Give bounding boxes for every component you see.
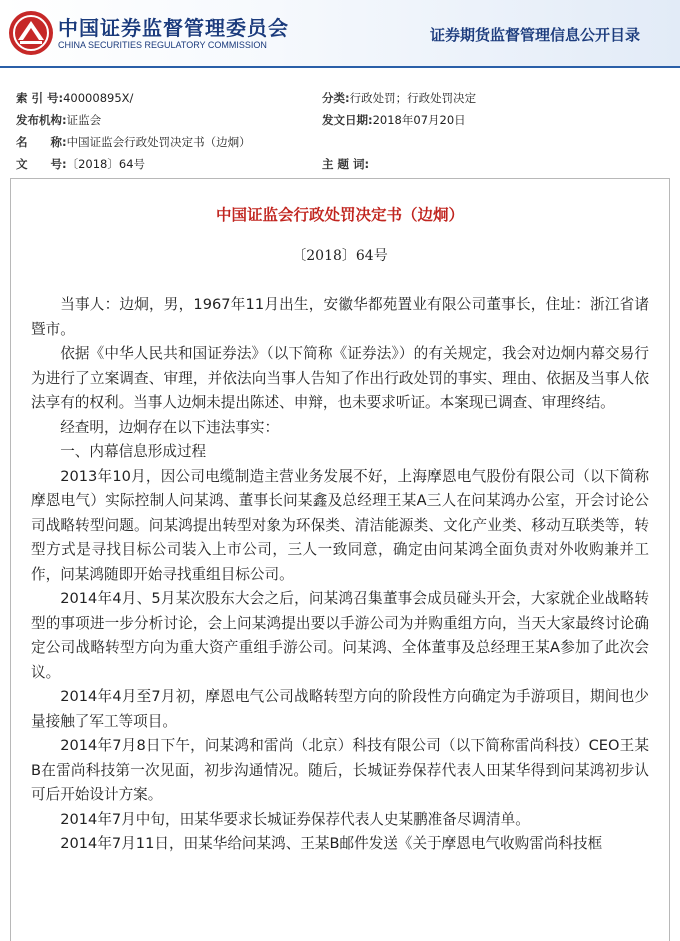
- docno-label: 文 号:: [16, 157, 67, 171]
- subject-label: 主 题 词:: [322, 157, 370, 171]
- metadata-table: [0, 68, 680, 176]
- document-body: [31, 293, 649, 857]
- paragraph: 经查明，边炯存在以下违法事实：: [60, 418, 280, 436]
- category-value: 行政处罚；行政处罚决定: [349, 91, 477, 105]
- date-value: 2018年07月20日: [372, 113, 466, 127]
- issuer-value: 证监会: [66, 113, 102, 127]
- org-name-cn: 中国证券监督管理委员会: [58, 16, 289, 40]
- catalog-title[interactable]: 证券期货监督管理信息公开目录: [429, 26, 640, 44]
- name-label: 名 称:: [16, 135, 67, 149]
- paragraph: 当事人：边炯，男，1967年11月出生，安徽华都苑置业有限公司董事长，住址：浙江省诸暨市。: [31, 296, 649, 338]
- paragraph: 2014年7月11日，田某华给问某鸿、王某B邮件发送《关于摩恩电气收购雷尚科技框: [60, 835, 603, 852]
- date-label: 发文日期:: [322, 113, 373, 127]
- paragraph: 2014年7月中旬，田某华要求长城证券保荐代表人史某鹏准备尽调清单。: [60, 810, 530, 828]
- paragraph: 依据《中华人民共和国证券法》（以下简称《证券法》）的有关规定，我会对边炯内幕交易行为进行了立案调查、审理，并依法向当事人告知了作出行政处罚的事实、理由、依据及当事人依法享有的权利。当事人边炯未提出陈述、申辩，也未要求听证。本案现已调查、审理终结。: [31, 345, 649, 411]
- paragraph: 2014年4月至7月初，摩恩电气公司战略转型方向的阶段性方向确定为手游项目，期间也少量接触了军工等项目。: [31, 688, 649, 730]
- document-panel: [10, 178, 670, 941]
- index-number: [16, 90, 133, 106]
- issuer: [16, 112, 101, 128]
- paragraph: 2014年7月8日下午，问某鸿和雷尚（北京）科技有限公司（以下简称雷尚科技）CEO王某B在雷尚科技第一次见面，初步沟通情况。随后，长城证券保荐代表人田某华得到问某鸿初步认可后开始设计方案。: [31, 737, 649, 803]
- doc-number-meta: [16, 156, 145, 172]
- index-value: 40000895X/: [63, 91, 134, 105]
- org-name-en: CHINA SECURITIES REGULATORY COMMISSION: [58, 40, 267, 50]
- name-value: 中国证监会行政处罚决定书（边炯）: [66, 135, 251, 149]
- csrc-logo-icon: [8, 10, 54, 56]
- docno-value: 〔2018〕64号: [66, 157, 146, 171]
- document-number: 〔2018〕64号: [292, 248, 388, 264]
- index-label: 索 引 号:: [16, 91, 64, 105]
- issuer-label: 发布机构:: [16, 113, 67, 127]
- category: [322, 90, 476, 106]
- issue-date: [322, 112, 466, 128]
- paragraph: 2013年10月，因公司电缆制造主营业务发展不好，上海摩恩电气股份有限公司（以下简称摩恩电气）实际控制人问某鸿、董事长问某鑫及总经理王某A三人在问某鸿办公室，开会讨论公司战略转型问题。问某鸿提出转型对象为环保类、清洁能源类、文化产业类、移动互联类等，转型方式是寻找目标公司装入上市公司，三人一致同意，确定由问某鸿全面负责对外收购兼并工作，问某鸿随即开始寻找重组目标公司。: [31, 467, 649, 583]
- document-title: 中国证监会行政处罚决定书（边炯）: [215, 206, 464, 224]
- category-label: 分类:: [322, 91, 350, 105]
- section-heading: 一、内幕信息形成过程: [60, 443, 207, 460]
- subject: [322, 156, 369, 172]
- paragraph: 2014年4月、5月某次股东大会之后，问某鸿召集董事会成员碰头开会，大家就企业战略转型的事项进一步分析讨论，会上问某鸿提出要以手游公司为并购重组方向，当天大家最终讨论确定公司战略转型方向为重大资产重组手游公司。问某鸿、全体董事及总经理王某A参加了此次会议。: [31, 590, 649, 681]
- doc-name: [16, 134, 251, 150]
- site-header: [0, 0, 680, 68]
